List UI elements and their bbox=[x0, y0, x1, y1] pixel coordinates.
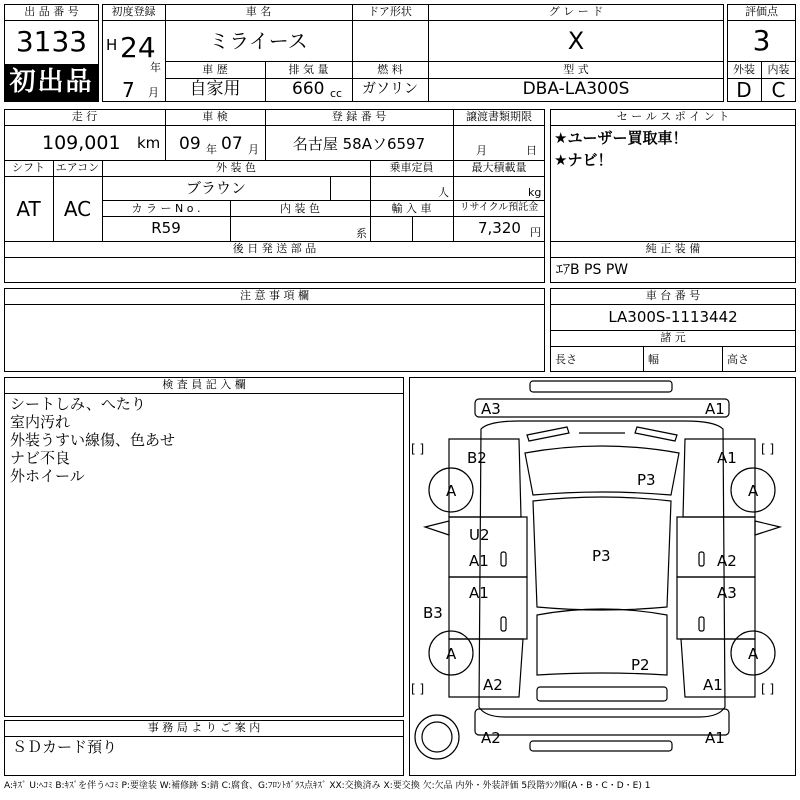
inspector-note-1: シートしみ、へたり bbox=[10, 395, 146, 413]
label-km: km bbox=[137, 134, 161, 152]
reg-month: 7 bbox=[122, 78, 135, 102]
mark-a2-r: A2 bbox=[717, 552, 737, 570]
mark-a1-fr: A1 bbox=[717, 449, 737, 467]
mark-b2: B2 bbox=[467, 449, 487, 467]
label-office: 事 務 局 よ り ご 案 内 bbox=[147, 721, 261, 734]
label-mileage: 走 行 bbox=[71, 110, 98, 123]
label-color-no: カ ラ ー N o . bbox=[131, 202, 201, 215]
label-recycle: リサイクル預託金 bbox=[459, 202, 539, 213]
label-dimensions: 諸 元 bbox=[660, 331, 686, 344]
label-lot: 出 品 番 号 bbox=[24, 5, 79, 18]
bracket-fr: [ ] bbox=[761, 442, 775, 456]
tire-mark-fl: A bbox=[446, 482, 457, 500]
sales-point-2: ★ナビ！ bbox=[554, 151, 613, 169]
left-rear-handle bbox=[501, 617, 506, 631]
label-insp-year: 年 bbox=[206, 143, 217, 156]
label-kg: kg bbox=[528, 186, 542, 199]
equipment: ｴｱB PS PW bbox=[556, 262, 629, 278]
label-first-reg: 初度登録 bbox=[111, 5, 156, 18]
label-interior-color: 内 装 色 bbox=[280, 202, 320, 215]
label-grade: グ レ ー ド bbox=[548, 5, 604, 18]
color: ブラウン bbox=[185, 179, 246, 197]
inspector-note-5: 外ホイール bbox=[10, 467, 85, 485]
rear-bumper bbox=[475, 709, 729, 735]
reg-year: 24 bbox=[120, 31, 156, 64]
color-no: R59 bbox=[151, 219, 181, 237]
insp-year: 09 bbox=[179, 134, 201, 154]
label-width: 幅 bbox=[648, 353, 659, 366]
mark-a1-top: A1 bbox=[705, 400, 725, 418]
label-history: 車 歴 bbox=[202, 63, 228, 76]
first-listing: 初出品 bbox=[9, 67, 94, 97]
label-transfer: 譲渡書類期限 bbox=[466, 110, 532, 123]
label-cc: cc bbox=[330, 87, 343, 100]
reg-no: 名古屋 58Aソ6597 bbox=[292, 135, 426, 153]
inspector-note-2: 室内汚れ bbox=[10, 413, 71, 431]
fuel: ガソリン bbox=[362, 81, 418, 97]
label-color: 外 装 色 bbox=[216, 161, 256, 174]
right-rear-handle bbox=[699, 617, 704, 631]
inspector-note-4: ナビ不良 bbox=[10, 449, 71, 467]
chassis-no: LA300S-1113442 bbox=[608, 308, 738, 326]
label-interior: 内装 bbox=[767, 63, 790, 76]
right-mirror bbox=[755, 521, 780, 535]
rear-bar bbox=[530, 741, 672, 751]
label-max-load: 最大積載量 bbox=[471, 161, 527, 174]
model: DBA-LA300S bbox=[522, 79, 630, 99]
mark-u2: U2 bbox=[469, 526, 490, 544]
tire-mark-fr: A bbox=[748, 482, 759, 500]
car-name: ミライース bbox=[209, 29, 308, 53]
label-reg-no: 登 録 番 号 bbox=[331, 110, 387, 123]
label-height: 高さ bbox=[727, 353, 749, 366]
tail-lights bbox=[537, 687, 667, 701]
tire-mark-rl: A bbox=[446, 645, 457, 663]
right-front-handle bbox=[699, 552, 704, 566]
label-sales-points: セ ー ル ス ポ イ ン ト bbox=[616, 110, 730, 123]
label-equipment: 純 正 装 備 bbox=[645, 242, 701, 255]
mileage: 109,001 bbox=[42, 132, 121, 154]
label-notes: 注 意 事 項 欄 bbox=[240, 289, 309, 302]
right-rear-door bbox=[677, 577, 755, 639]
label-kei: 系 bbox=[356, 227, 367, 240]
label-exterior: 外装 bbox=[733, 63, 755, 76]
wiper-left bbox=[527, 427, 569, 441]
office-note: ＳＤカード預り bbox=[12, 738, 118, 756]
mark-a1-l2: A1 bbox=[469, 584, 489, 602]
label-transfer-day: 日 bbox=[526, 144, 537, 157]
label-import: 輸 入 車 bbox=[391, 202, 432, 215]
label-insp-month: 月 bbox=[248, 143, 259, 156]
lot-number: 3133 bbox=[15, 25, 88, 58]
insp-month: 07 bbox=[221, 134, 243, 154]
label-capacity: 乗車定員 bbox=[389, 161, 434, 174]
tire-mark-rr: A bbox=[748, 645, 759, 663]
front-bumper-bar bbox=[530, 381, 672, 392]
mark-a1-l1: A1 bbox=[469, 552, 489, 570]
mark-a3: A3 bbox=[481, 400, 501, 418]
label-displacement: 排 気 量 bbox=[288, 63, 329, 76]
label-fuel: 燃 料 bbox=[377, 63, 403, 76]
hood bbox=[525, 446, 679, 495]
legend: A:ｷｽﾞ U:ﾍｺﾐ B:ｷｽﾞを伴うﾍｺﾐ P:要塗装 W:補修跡 S:錆 C:腐食、G:ﾌﾛﾝﾄｶﾞﾗｽ点ｷｽﾞ XX:交換済み X:要交換 欠:欠品 内外・外装評価 5段階ﾗﾝｸ順(A・B・C・D・E) 1 bbox=[4, 781, 651, 791]
mark-a1-rear: A1 bbox=[705, 729, 725, 747]
history: 自家用 bbox=[189, 79, 241, 99]
bracket-fl: [ ] bbox=[411, 442, 425, 456]
label-door: ドア形状 bbox=[368, 5, 412, 18]
recycle: 7,320 bbox=[478, 219, 521, 237]
left-mirror bbox=[425, 521, 449, 535]
front-bumper bbox=[475, 399, 729, 417]
mark-b3: B3 bbox=[423, 604, 443, 622]
label-aircon: エアコン bbox=[55, 161, 100, 174]
mark-a2-rear: A2 bbox=[481, 729, 501, 747]
label-transfer-month: 月 bbox=[476, 144, 487, 157]
bracket-rl: [ ] bbox=[411, 682, 425, 696]
mark-p3-mid: P3 bbox=[592, 547, 611, 565]
inspector-note-3: 外装うすい線傷、色あせ bbox=[10, 431, 176, 449]
label-score: 評価点 bbox=[745, 5, 778, 18]
aircon: AC bbox=[63, 197, 92, 221]
label-length: 長さ bbox=[555, 353, 577, 366]
label-yen: 円 bbox=[530, 226, 541, 239]
mark-a3-r: A3 bbox=[717, 584, 737, 602]
grade: X bbox=[567, 27, 585, 55]
label-month: 月 bbox=[148, 86, 159, 99]
score: 3 bbox=[752, 24, 771, 57]
sales-point-1: ★ユーザー買取車！ bbox=[554, 129, 688, 147]
mark-p3-top: P3 bbox=[637, 471, 656, 489]
label-shift: シフト bbox=[12, 161, 45, 174]
interior-score: C bbox=[771, 78, 786, 102]
label-inspector: 検 査 員 記 入 欄 bbox=[162, 378, 246, 391]
car-diagram bbox=[409, 377, 796, 776]
mark-a2-bl: A2 bbox=[483, 676, 503, 694]
wiper-right bbox=[635, 427, 677, 441]
displacement: 660 bbox=[292, 79, 325, 99]
exterior-score: D bbox=[736, 78, 752, 102]
label-inspection: 車 検 bbox=[202, 110, 228, 123]
bracket-rr: [ ] bbox=[761, 682, 775, 696]
label-car-name: 車 名 bbox=[245, 5, 272, 18]
left-front-handle bbox=[501, 552, 506, 566]
label-person: 人 bbox=[438, 186, 449, 199]
label-model: 型 式 bbox=[563, 63, 589, 76]
label-later-parts: 後 日 発 送 部 品 bbox=[232, 242, 317, 255]
right-front-door bbox=[677, 517, 755, 577]
label-chassis: 車 台 番 号 bbox=[645, 289, 701, 302]
mark-p2: P2 bbox=[631, 656, 650, 674]
label-year: 年 bbox=[150, 61, 161, 74]
era: H bbox=[106, 36, 118, 54]
shift: AT bbox=[16, 197, 41, 221]
mark-a1-br: A1 bbox=[703, 676, 723, 694]
